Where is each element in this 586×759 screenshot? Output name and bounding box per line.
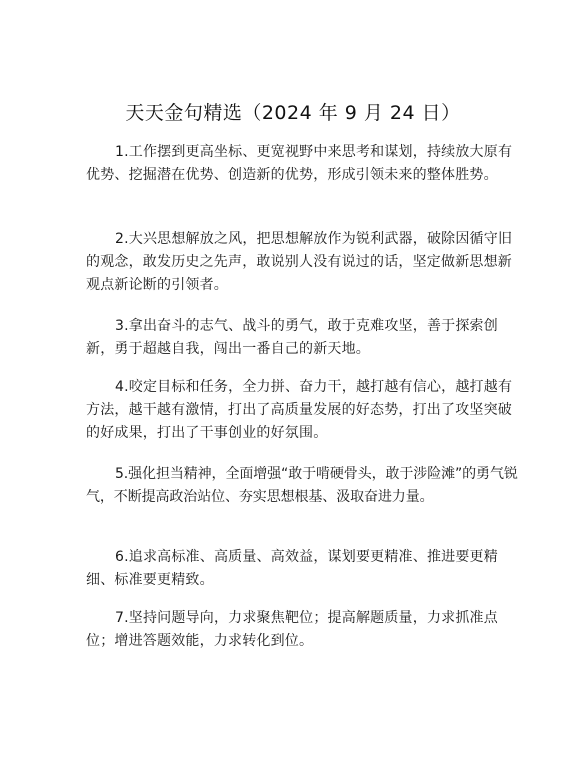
quote-paragraph-3: 3.拿出奋斗的志气、战斗的勇气，敢于克难攻坚，善于探索创新，勇于超越自我，闯出一番自己的新天地。 bbox=[86, 318, 498, 357]
quote-paragraph-7: 7.坚持问题导向，力求聚焦靶位；提高解题质量，力求抓准点位；增进答题效能，力求转化到位。 bbox=[86, 610, 498, 649]
quote-paragraph-2: 2.大兴思想解放之风，把思想解放作为锐利武器，破除因循守旧的观念，敢发历史之先声，敢说别人没有说过的话，坚定做新思想新观点新论断的引领者。 bbox=[86, 231, 513, 293]
quote-paragraph-5: 5.强化担当精神，全面增强“敢于啃硬骨头，敢于涉险滩”的勇气锐气，不断提高政治站位、夯实思想根基、汲取奋进力量。 bbox=[86, 466, 518, 505]
quote-paragraph-6: 6.追求高标准、高质量、高效益，谋划要更精准、推进要更精细、标准要更精致。 bbox=[86, 549, 498, 588]
quote-paragraph-4: 4.咬定目标和任务，全力拼、奋力干，越打越有信心，越打越有方法，越干越有激情，打出了高质量发展的好态势，打出了攻坚突破的好成果，打出了干事创业的好氛围。 bbox=[86, 379, 513, 441]
quote-paragraph-1: 1.工作摆到更高坐标、更宽视野中来思考和谋划，持续放大原有优势、挖掘潜在优势、创造新的优势，形成引领未来的整体胜势。 bbox=[86, 144, 513, 183]
document-title: 天天金句精选（2024 年 9 月 24 日） bbox=[125, 102, 461, 124]
